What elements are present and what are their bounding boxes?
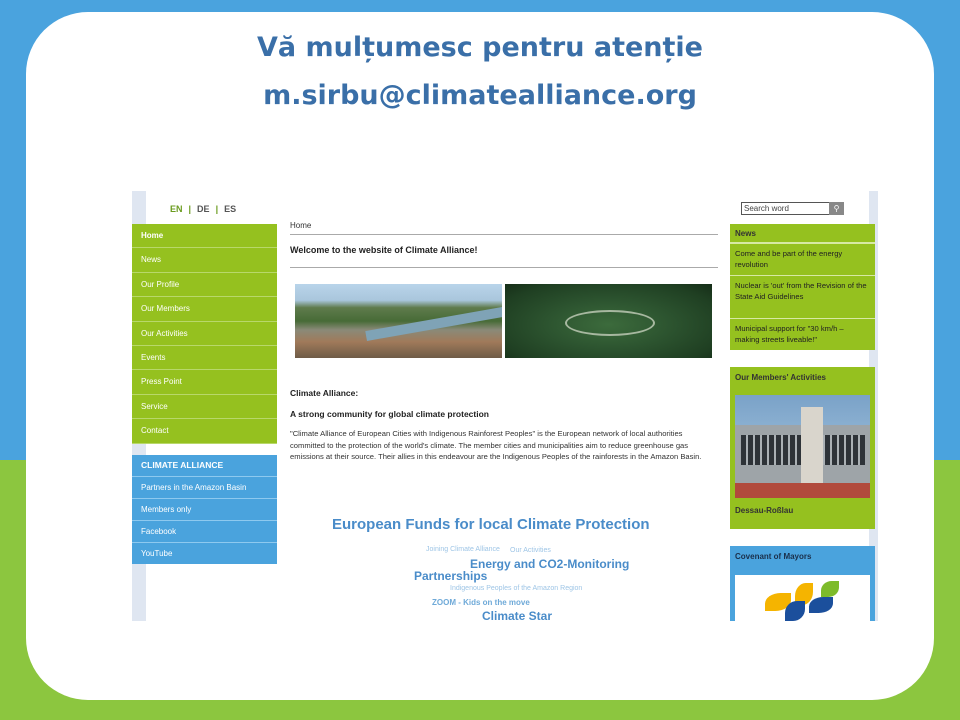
covenant-box [730, 546, 875, 621]
tag-link[interactable]: Indigenous Peoples of the Amazon Region [450, 585, 583, 592]
nav-item-home[interactable]: Home [132, 224, 277, 248]
lang-separator: | [215, 204, 219, 214]
section-body: "Climate Alliance of European Cities with Indigenous Rainforest Peoples" is the European network of local authorities committed to the protection of the world's climate. The member cities and municipalities aim to reduce greenhouse gas emissions at their source. Their allies in this endeavour are the Indigenous Peoples of the rainforests in the Amazon Basin. [290, 429, 702, 461]
covenant-logo[interactable] [735, 575, 870, 621]
slide-title: Vă mulțumesc pentru atenție [256, 32, 703, 63]
header-photos [295, 284, 718, 358]
news-item[interactable]: Nuclear is 'out' from the Revision of the State Aid Guidelines [730, 275, 875, 318]
search-input[interactable]: Search word [741, 202, 844, 215]
nav-item-partners-amazon[interactable]: Partners in the Amazon Basin [132, 476, 277, 498]
search-icon[interactable]: ⚲ [829, 202, 844, 215]
lang-en[interactable]: EN [170, 204, 183, 214]
nav-item-contact[interactable]: Contact [132, 419, 277, 443]
news-box [730, 224, 875, 350]
nav-item-our-profile[interactable]: Our Profile [132, 273, 277, 297]
section-subtitle: A strong community for global climate protection [290, 409, 489, 419]
slide-email: m.sirbu@climatealliance.org [263, 80, 697, 111]
language-switcher [170, 204, 236, 214]
nav-item-press-point[interactable]: Press Point [132, 370, 277, 394]
website-screenshot [132, 191, 878, 621]
tag-link[interactable]: ZOOM - Kids on the move [432, 598, 530, 607]
tag-link[interactable]: Climate Star [482, 609, 553, 621]
nav-item-youtube[interactable]: YouTube [132, 542, 277, 564]
logo-leaf-green [821, 581, 839, 597]
tag-link[interactable]: Our Activities [510, 547, 551, 554]
tag-link[interactable]: European Funds for local Climate Protection [332, 516, 650, 533]
nav-item-service[interactable]: Service [132, 395, 277, 419]
section-title: Climate Alliance: [290, 388, 359, 398]
secondary-nav [132, 455, 277, 564]
breadcrumb[interactable]: Home [290, 221, 718, 235]
tag-link[interactable]: Energy and CO2-Monitoring [470, 557, 630, 571]
nav-item-members-only[interactable]: Members only [132, 498, 277, 520]
city-photo [295, 284, 502, 358]
welcome-heading: Welcome to the website of Climate Alliance! [290, 245, 718, 268]
lang-separator: | [188, 204, 192, 214]
bauhaus-photo[interactable] [735, 395, 870, 498]
news-item[interactable]: Come and be part of the energy revolution [730, 243, 875, 275]
secondary-nav-heading[interactable]: CLIMATE ALLIANCE [132, 455, 277, 476]
covenant-heading[interactable]: Covenant of Mayors [735, 552, 812, 561]
nav-item-events[interactable]: Events [132, 346, 277, 370]
main-nav [132, 224, 277, 444]
nav-item-facebook[interactable]: Facebook [132, 520, 277, 542]
members-activities-box [730, 367, 875, 529]
nav-item-our-activities[interactable]: Our Activities [132, 322, 277, 346]
tag-link[interactable]: Joining Climate Alliance [426, 546, 500, 553]
tag-link[interactable]: Partnerships [414, 569, 488, 583]
lang-de[interactable]: DE [197, 204, 210, 214]
logo-leaf-blue [785, 601, 805, 621]
nav-item-our-members[interactable]: Our Members [132, 297, 277, 321]
members-heading[interactable]: Our Members' Activities [735, 373, 826, 382]
nav-item-news[interactable]: News [132, 248, 277, 272]
news-heading[interactable]: News [730, 224, 875, 243]
members-caption[interactable]: Dessau-Roßlau [735, 506, 794, 515]
rainforest-photo [505, 284, 712, 358]
main-content [290, 221, 718, 463]
news-item[interactable]: Municipal support for "30 km/h – making streets liveable!" [730, 318, 875, 350]
lang-es[interactable]: ES [224, 204, 237, 214]
logo-leaf-blue [809, 597, 833, 613]
